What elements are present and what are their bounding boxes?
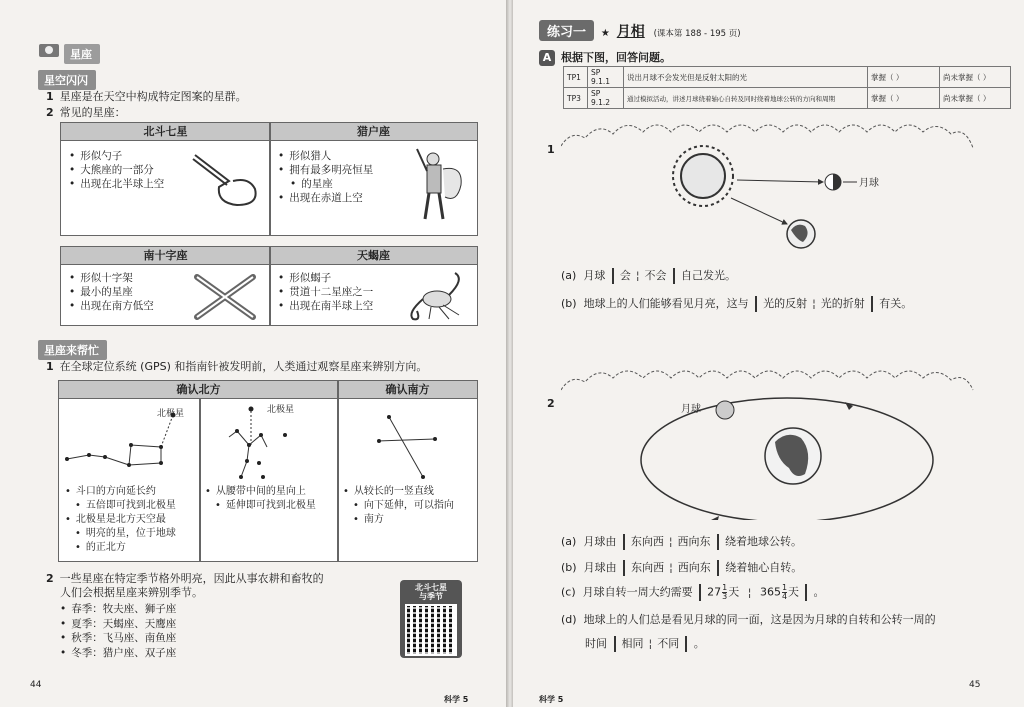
section-title-constellation: 星座 xyxy=(64,44,100,64)
big-dipper-facts: • 形似勺子 • 大熊座的一部分 • 出现在北半球上空 xyxy=(69,149,164,191)
card-title-big-dipper: 北斗七星 xyxy=(143,125,188,138)
question-1b: (b) 地球上的人们能够看见月亮，这与 光的反射 ¦ 光的折射 有关。 xyxy=(561,297,913,310)
cross-icon xyxy=(191,271,261,323)
moon-label-1: 月球 xyxy=(859,178,879,189)
hunter-icon xyxy=(411,145,471,225)
question-2d-line-2: 时间 相同 ¦ 不同 。 xyxy=(585,637,705,650)
right-page xyxy=(512,0,1024,707)
table-row: TP3 SP 9.1.2 通过模拟活动，讲述月球绕着轴心自转及同时绕着地球公转的方向和周期 掌握（ ） 尚未掌握（ ） xyxy=(564,88,1011,109)
section-a-badge: A xyxy=(539,50,555,66)
left-page xyxy=(0,0,508,707)
item-3: 1 在全球定位系统 (GPS) 和指南针被发明前，人类通过观察星座来辨别方向。 xyxy=(46,360,428,373)
item-2: 2 常见的星座： xyxy=(46,106,126,119)
question-2a: (a) 月球由 东向西 ¦ 西向东 绕着地球公转。 xyxy=(561,535,803,548)
south-method: • 从较长的一竖直线 • 向下延伸，可以指向 • 南方 xyxy=(343,485,454,527)
ladle-icon xyxy=(189,147,265,211)
subsection-title-stars: 星空闪闪 xyxy=(38,70,96,90)
exercise-header xyxy=(539,20,741,44)
item-4-line-2: 人们会根据星座来辨别季节。 xyxy=(60,586,203,599)
table-row: TP1 SP 9.1.1 说出月球不会发光但是反射太阳的光 掌握（ ） 尚未掌握（ ） xyxy=(564,67,1011,88)
answer-choice[interactable]: 东向西 ¦ 西向东 xyxy=(623,560,719,576)
item-4-line-1: 2 一些星座在特定季节格外明亮，因此从事农耕和畜牧的 xyxy=(46,572,324,585)
question-2c: (c) 月球自转一周大约需要 27 $\frac{1}{3}$ 天 ¦ 365 $\frac{1}{4}$ 天 。 xyxy=(561,583,825,601)
page-number-left: 44 xyxy=(30,680,42,690)
footer-right: 科学 5 xyxy=(539,695,564,704)
question-2d-line-1: (d) 地球上的人们总是看见月球的同一面，这是因为月球的自转和公转一周的 xyxy=(561,613,936,626)
card-title-orion: 猎户座 xyxy=(357,125,390,138)
season-list: • 春季：牧夫座、狮子座 • 夏季：天蝎座、天鹰座 • 秋季：飞马座、南鱼座 • 冬季：猎户座、双子座 xyxy=(60,602,176,660)
southern-cross-facts: • 形似十字架 • 最小的星座 • 出现在南方低空 xyxy=(69,271,154,313)
polaris-label-2: 北极星 xyxy=(267,405,295,415)
qr-code[interactable] xyxy=(405,604,457,656)
section-a-instruction: 根据下图，回答问题。 xyxy=(561,51,671,64)
learning-standards-table xyxy=(563,66,1011,109)
head-find-north: 确认北方 xyxy=(176,383,221,396)
subsection-title-help: 星座来帮忙 xyxy=(38,340,107,360)
southern-cross-star-map xyxy=(359,411,459,481)
north-method-1: • 斗口的方向延长约 • 五倍即可找到北极星 • 北极星是北方天空最 • 明亮的星，位于地球 • 的正北方 xyxy=(65,485,176,555)
page-number-right: 45 xyxy=(969,680,981,690)
qr-title: 北斗七星 与季节 xyxy=(415,583,447,601)
sun-icon xyxy=(673,146,733,206)
footer-left: 科学 5 xyxy=(444,695,469,704)
card-title-scorpius: 天蝎座 xyxy=(357,249,390,262)
exercise-title: 月相 xyxy=(616,24,645,40)
exercise-label: 练习一 xyxy=(539,20,594,41)
north-method-2: • 从腰带中间的星向上 • 延伸即可找到北极星 xyxy=(205,485,316,513)
answer-choice[interactable]: 东向西 ¦ 西向东 xyxy=(623,534,719,550)
constellation-card-row-2 xyxy=(60,246,478,326)
moon-label-2: 月球 xyxy=(681,404,701,415)
direction-table xyxy=(58,380,478,562)
qr-code-card[interactable] xyxy=(400,580,462,658)
star-icon: ★ xyxy=(600,28,610,39)
scorpius-facts: • 形似蝎子 • 贯道十二星座之一 • 出现在南半球上空 xyxy=(278,271,373,313)
textbook-reference: (课本第 188 - 195 页) xyxy=(653,29,741,39)
sun-earth-moon-diagram xyxy=(561,108,981,258)
answer-choice[interactable]: 会 ¦ 不会 xyxy=(612,268,675,284)
answer-choice[interactable]: 光的反射 ¦ 光的折射 xyxy=(755,296,873,312)
constellation-card-row-1 xyxy=(60,122,478,236)
item-1: 1 星座是在天空中构成特定图案的星群。 xyxy=(46,90,247,103)
answer-choice[interactable]: 相同 ¦ 不同 xyxy=(614,636,688,652)
question-2-number: 2 xyxy=(547,397,555,410)
question-2b: (b) 月球由 东向西 ¦ 西向东 绕着轴心自转。 xyxy=(561,561,803,574)
constellation-icon xyxy=(38,42,60,58)
answer-choice[interactable]: 27 $\frac{1}{3}$ 天 ¦ 365 $\frac{1}{4}$ 天 xyxy=(699,584,807,601)
orion-facts: • 形似猎人 • 拥有最多明亮恒星 • 的星座 • 出现在赤道上空 xyxy=(278,149,373,205)
card-title-southern-cross: 南十字座 xyxy=(143,249,188,262)
polaris-label-1: 北极星 xyxy=(157,409,185,419)
head-find-south: 确认南方 xyxy=(385,383,430,396)
question-1a: (a) 月球 会 ¦ 不会 自己发光。 xyxy=(561,269,737,282)
scorpion-icon xyxy=(399,269,473,323)
moon-orbit-diagram xyxy=(561,360,981,520)
question-1-number: 1 xyxy=(547,143,555,156)
